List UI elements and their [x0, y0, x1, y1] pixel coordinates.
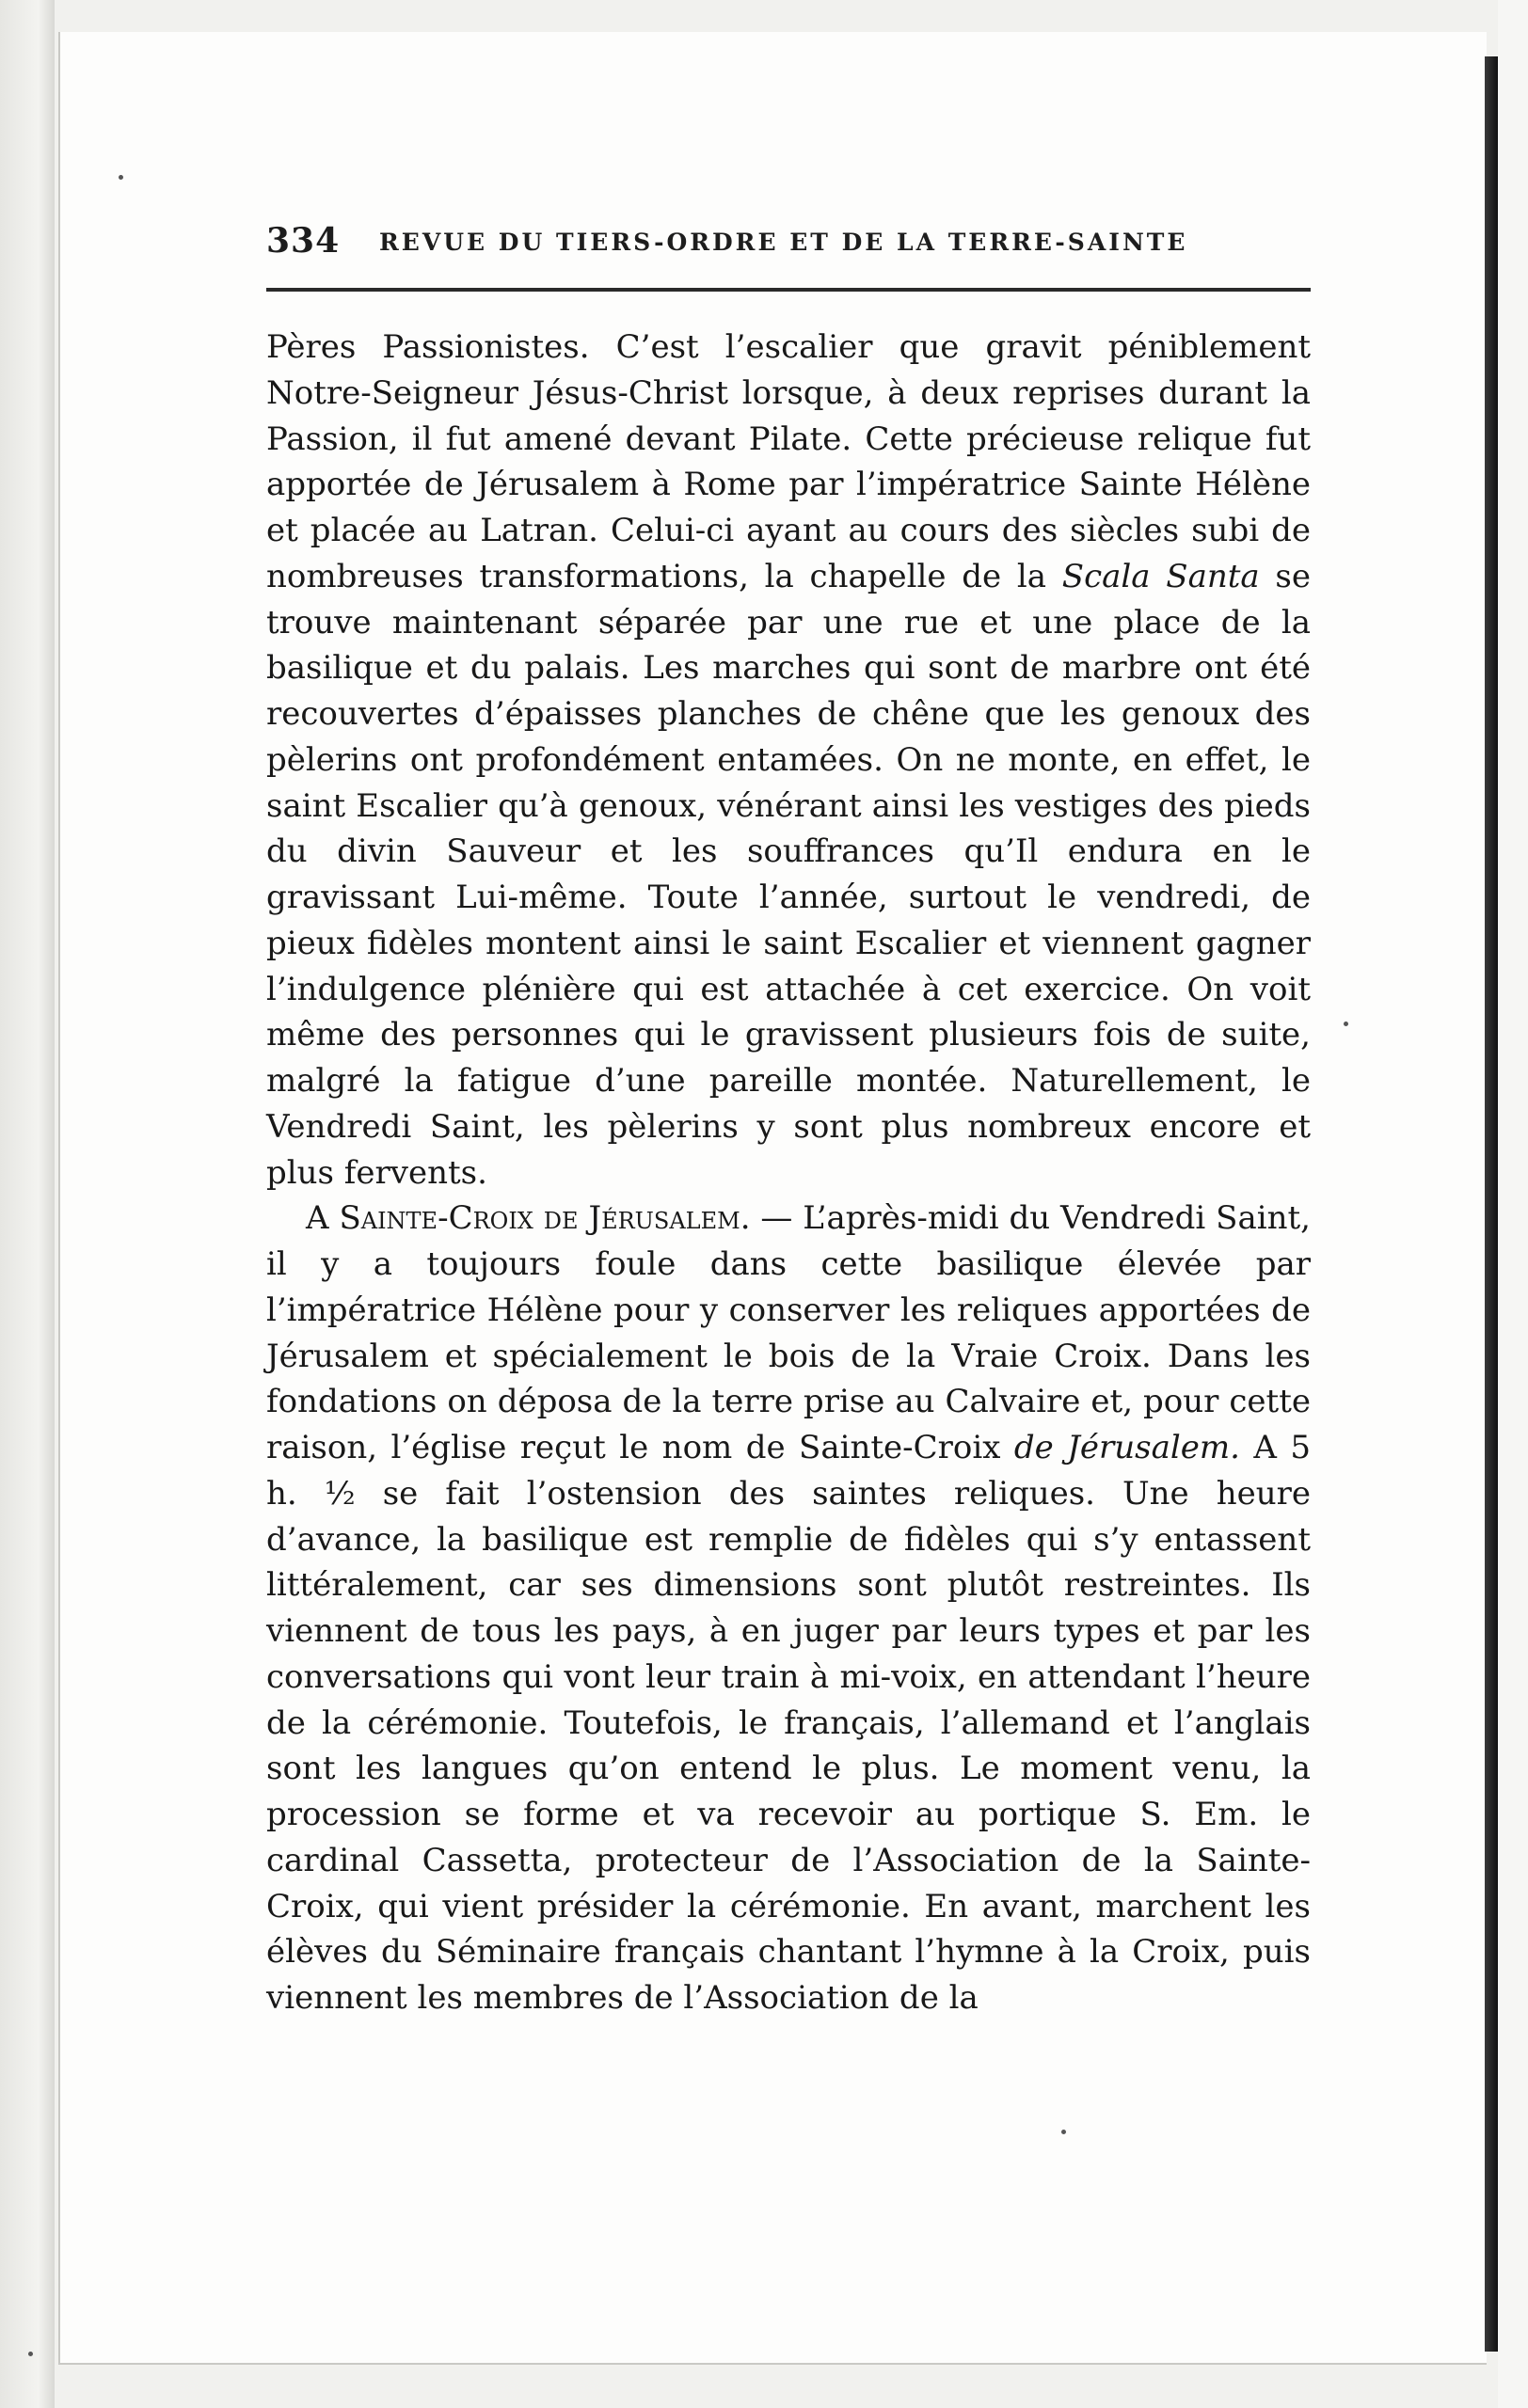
scan-speck	[1344, 1022, 1348, 1026]
scan-margin-left	[0, 0, 55, 2408]
page-header	[266, 221, 1311, 277]
paragraph-2	[266, 1196, 1311, 2021]
text-run: — L’après-midi du Vendredi Saint, il y a toujours foule dans cette basilique élevée par l’impératrice Hélène pour y conserver les reliques apportées de Jérusalem et spécialement le bois de la Vraie Croix. Dans les fondations on déposa de la terre prise au Calvaire et, pour cette raison, l’église reçut le nom de Sainte-Croix	[266, 1199, 1311, 1466]
italic-text: Scala Santa	[1061, 557, 1260, 595]
text-run: se trouve maintenant séparée par une rue et une place de la basilique et du palais. Les marches qui sont de marbre ont été recouvertes d’épaisses planches de chêne que les genoux des pèlerins ont profondément entamées. On ne monte, en effet, le saint Escalier qu’à genoux, vénérant ainsi les vestiges des pieds du divin Sauveur et les souffrances qu’Il endura en le gravissant Lui-même. Toute l’année, surtout le vendredi, de pieux fidèles montent ainsi le saint Escalier et viennent gagner l’indulgence plénière qui est attachée à cet exercice. On voit même des personnes qui le gravissent plusieurs fois de suite, malgré la fatigue d’une pareille montée. Naturellement, le Vendredi Saint, les pèlerins y sont plus nombreux encore et plus fervents.	[266, 557, 1311, 1192]
text-run: A 5 h. ½ se fait l’ostension des saintes reliques. Une heure d’avance, la basilique est remplie de fidèles qui s’y entassent littéralement, car ses dimensions sont plutôt restreintes. Ils viennent de tous les pays, à en juger par leurs types et par les conversations qui vont leur train à mi-voix, en attendant l’heure de la cérémonie. Toutefois, le français, l’allemand et l’anglais sont les langues qu’on entend le plus. Le moment venu, la procession se forme et va recevoir au portique S. Em. le cardinal Cassetta, protecteur de l’Association de la Sainte-Croix, qui vient présider la cérémonie. En avant, marchent les élèves du Séminaire français chantant l’hymne à la Croix, puis viennent les membres de l’Association de la	[266, 1429, 1311, 2017]
scan-speck	[1061, 2130, 1066, 2134]
body-text	[266, 325, 1311, 2021]
section-heading: A Sainte-Croix de Jérusalem.	[306, 1199, 751, 1238]
text-run: Pères Passionistes. C’est l’escalier que gravit péniblement Notre-Seigneur Jésus-Christ lorsque, à deux reprises durant la Passion, il fut amené devant Pilate. Cette précieuse relique fut apportée de Jérusalem à Rome par l’impératrice Sainte Hélène et placée au Latran. Celui-ci ayant au cours des siècles subi de nombreuses transformations, la chapelle de la	[266, 328, 1311, 595]
scan-margin-right	[1498, 0, 1528, 2408]
scan-speck	[28, 2352, 33, 2356]
page-binding-shadow	[1485, 56, 1498, 2352]
header-rule	[266, 288, 1311, 292]
page-number: 334	[266, 221, 341, 261]
paragraph-1	[266, 325, 1311, 1196]
running-head: REVUE DU TIERS-ORDRE ET DE LA TERRE-SAINTE	[379, 229, 1188, 256]
scan-speck	[119, 175, 123, 180]
italic-text: de Jérusalem.	[1013, 1429, 1240, 1466]
